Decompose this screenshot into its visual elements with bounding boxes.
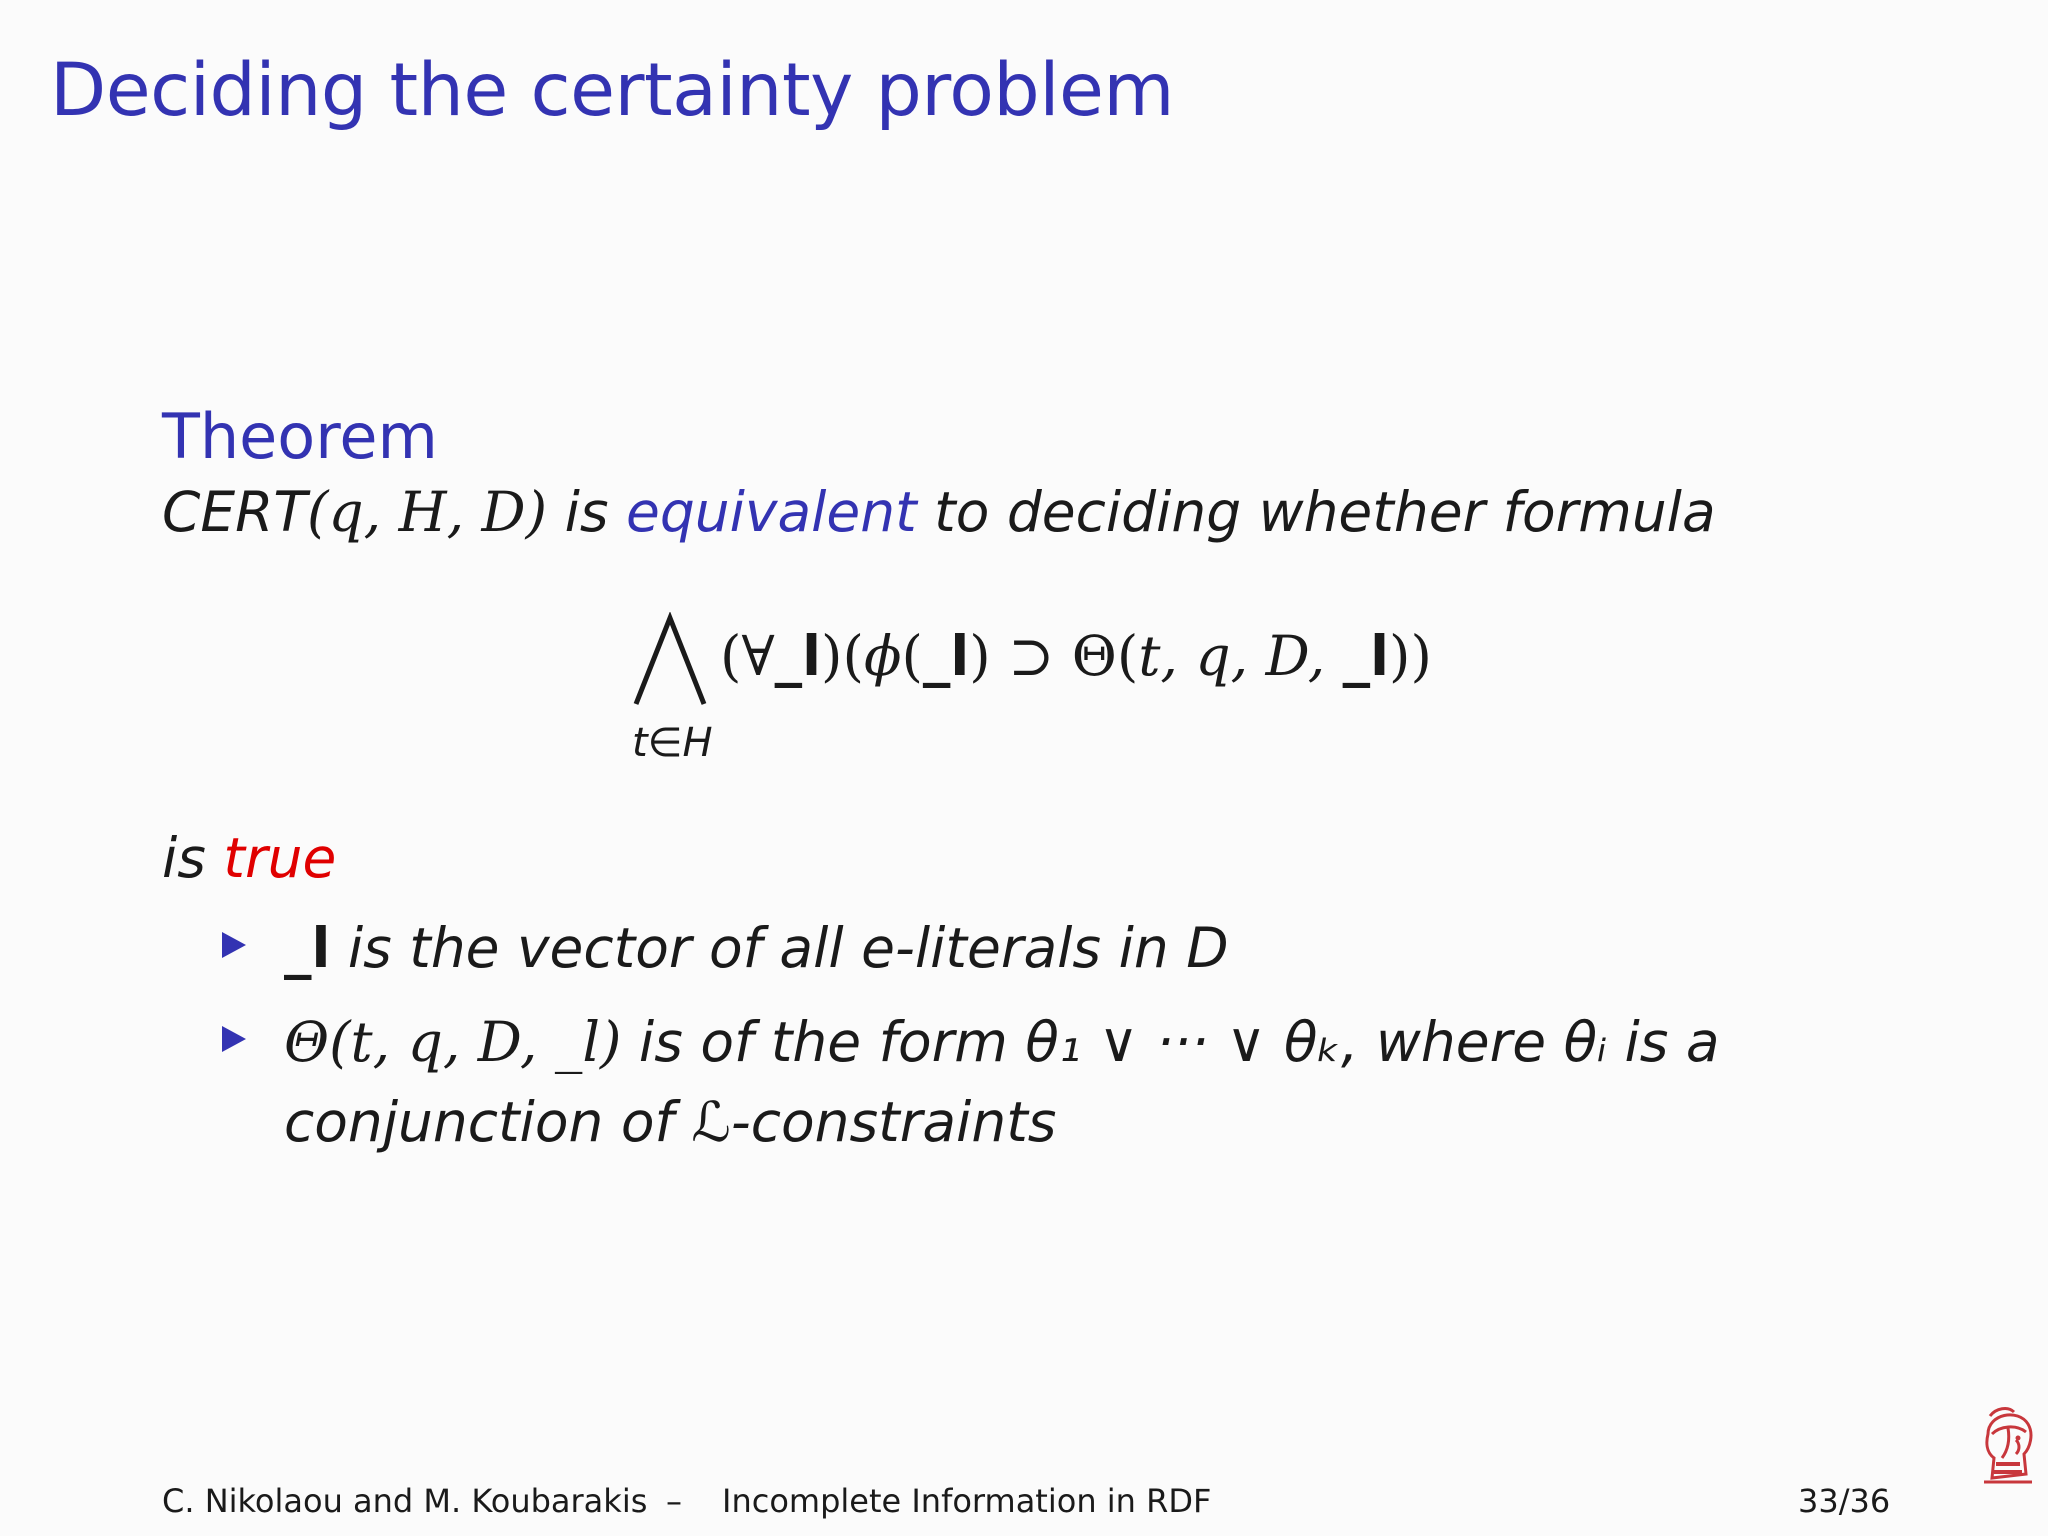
formula-vector: _l [774, 624, 822, 688]
formula-vector-2: _l [922, 624, 970, 688]
formula-body [720, 624, 1432, 688]
statement-rest: to deciding whether formula [934, 480, 1716, 544]
formula-paren: )( [821, 624, 864, 688]
slide-title: Deciding the certainty problem [50, 48, 1175, 133]
true-highlight: true [223, 826, 337, 890]
bullet-text-1 [284, 916, 1229, 980]
triangle-bullet-icon [222, 1026, 246, 1052]
bullet-1-text: is the vector of all e-literals in D [330, 916, 1229, 980]
bullet-text-2 [284, 1010, 1720, 1074]
cert-name: CERT [162, 480, 307, 544]
equivalent-highlight: equivalent [626, 480, 917, 544]
big-and-symbol [630, 612, 710, 708]
formula-close: )) [1389, 624, 1432, 688]
is-word: is [162, 826, 206, 890]
triangle-bullet-icon [222, 932, 246, 958]
theorem-heading: Theorem [162, 400, 438, 473]
formula-implies-theta: ) ⊃ Θ( [969, 624, 1139, 688]
is-true-line [162, 826, 336, 890]
bullet-2-text: is of the form θ₁ ∨ ··· ∨ θₖ, where θᵢ is a [621, 1010, 1720, 1074]
formula-forall: (∀ [720, 624, 775, 688]
formula-vector-3: _l [1342, 624, 1390, 688]
footer-authors: C. Nikolaou and M. Koubarakis [162, 1482, 648, 1520]
bullet-1-lead: _l [284, 916, 331, 980]
statement-is: is [564, 480, 609, 544]
theorem-statement [162, 480, 1716, 544]
bullet-2-lead: Θ(t, q, D, _l) [284, 1010, 622, 1074]
formula-args: t, q, D, [1138, 624, 1343, 688]
cert-args: (q, H, D) [306, 480, 548, 544]
formula-subscript: t∈H [632, 720, 713, 766]
formula-paren-open: ( [901, 624, 923, 688]
bullet-2-continuation: conjunction of ℒ-constraints [284, 1090, 1057, 1154]
footer-separator: – [666, 1482, 682, 1520]
formula-phi: ϕ [863, 624, 902, 688]
footer-talk-title: Incomplete Information in RDF [722, 1482, 1212, 1520]
footer-page-number: 33/36 [1798, 1482, 1891, 1520]
university-logo-icon [1978, 1404, 2036, 1488]
